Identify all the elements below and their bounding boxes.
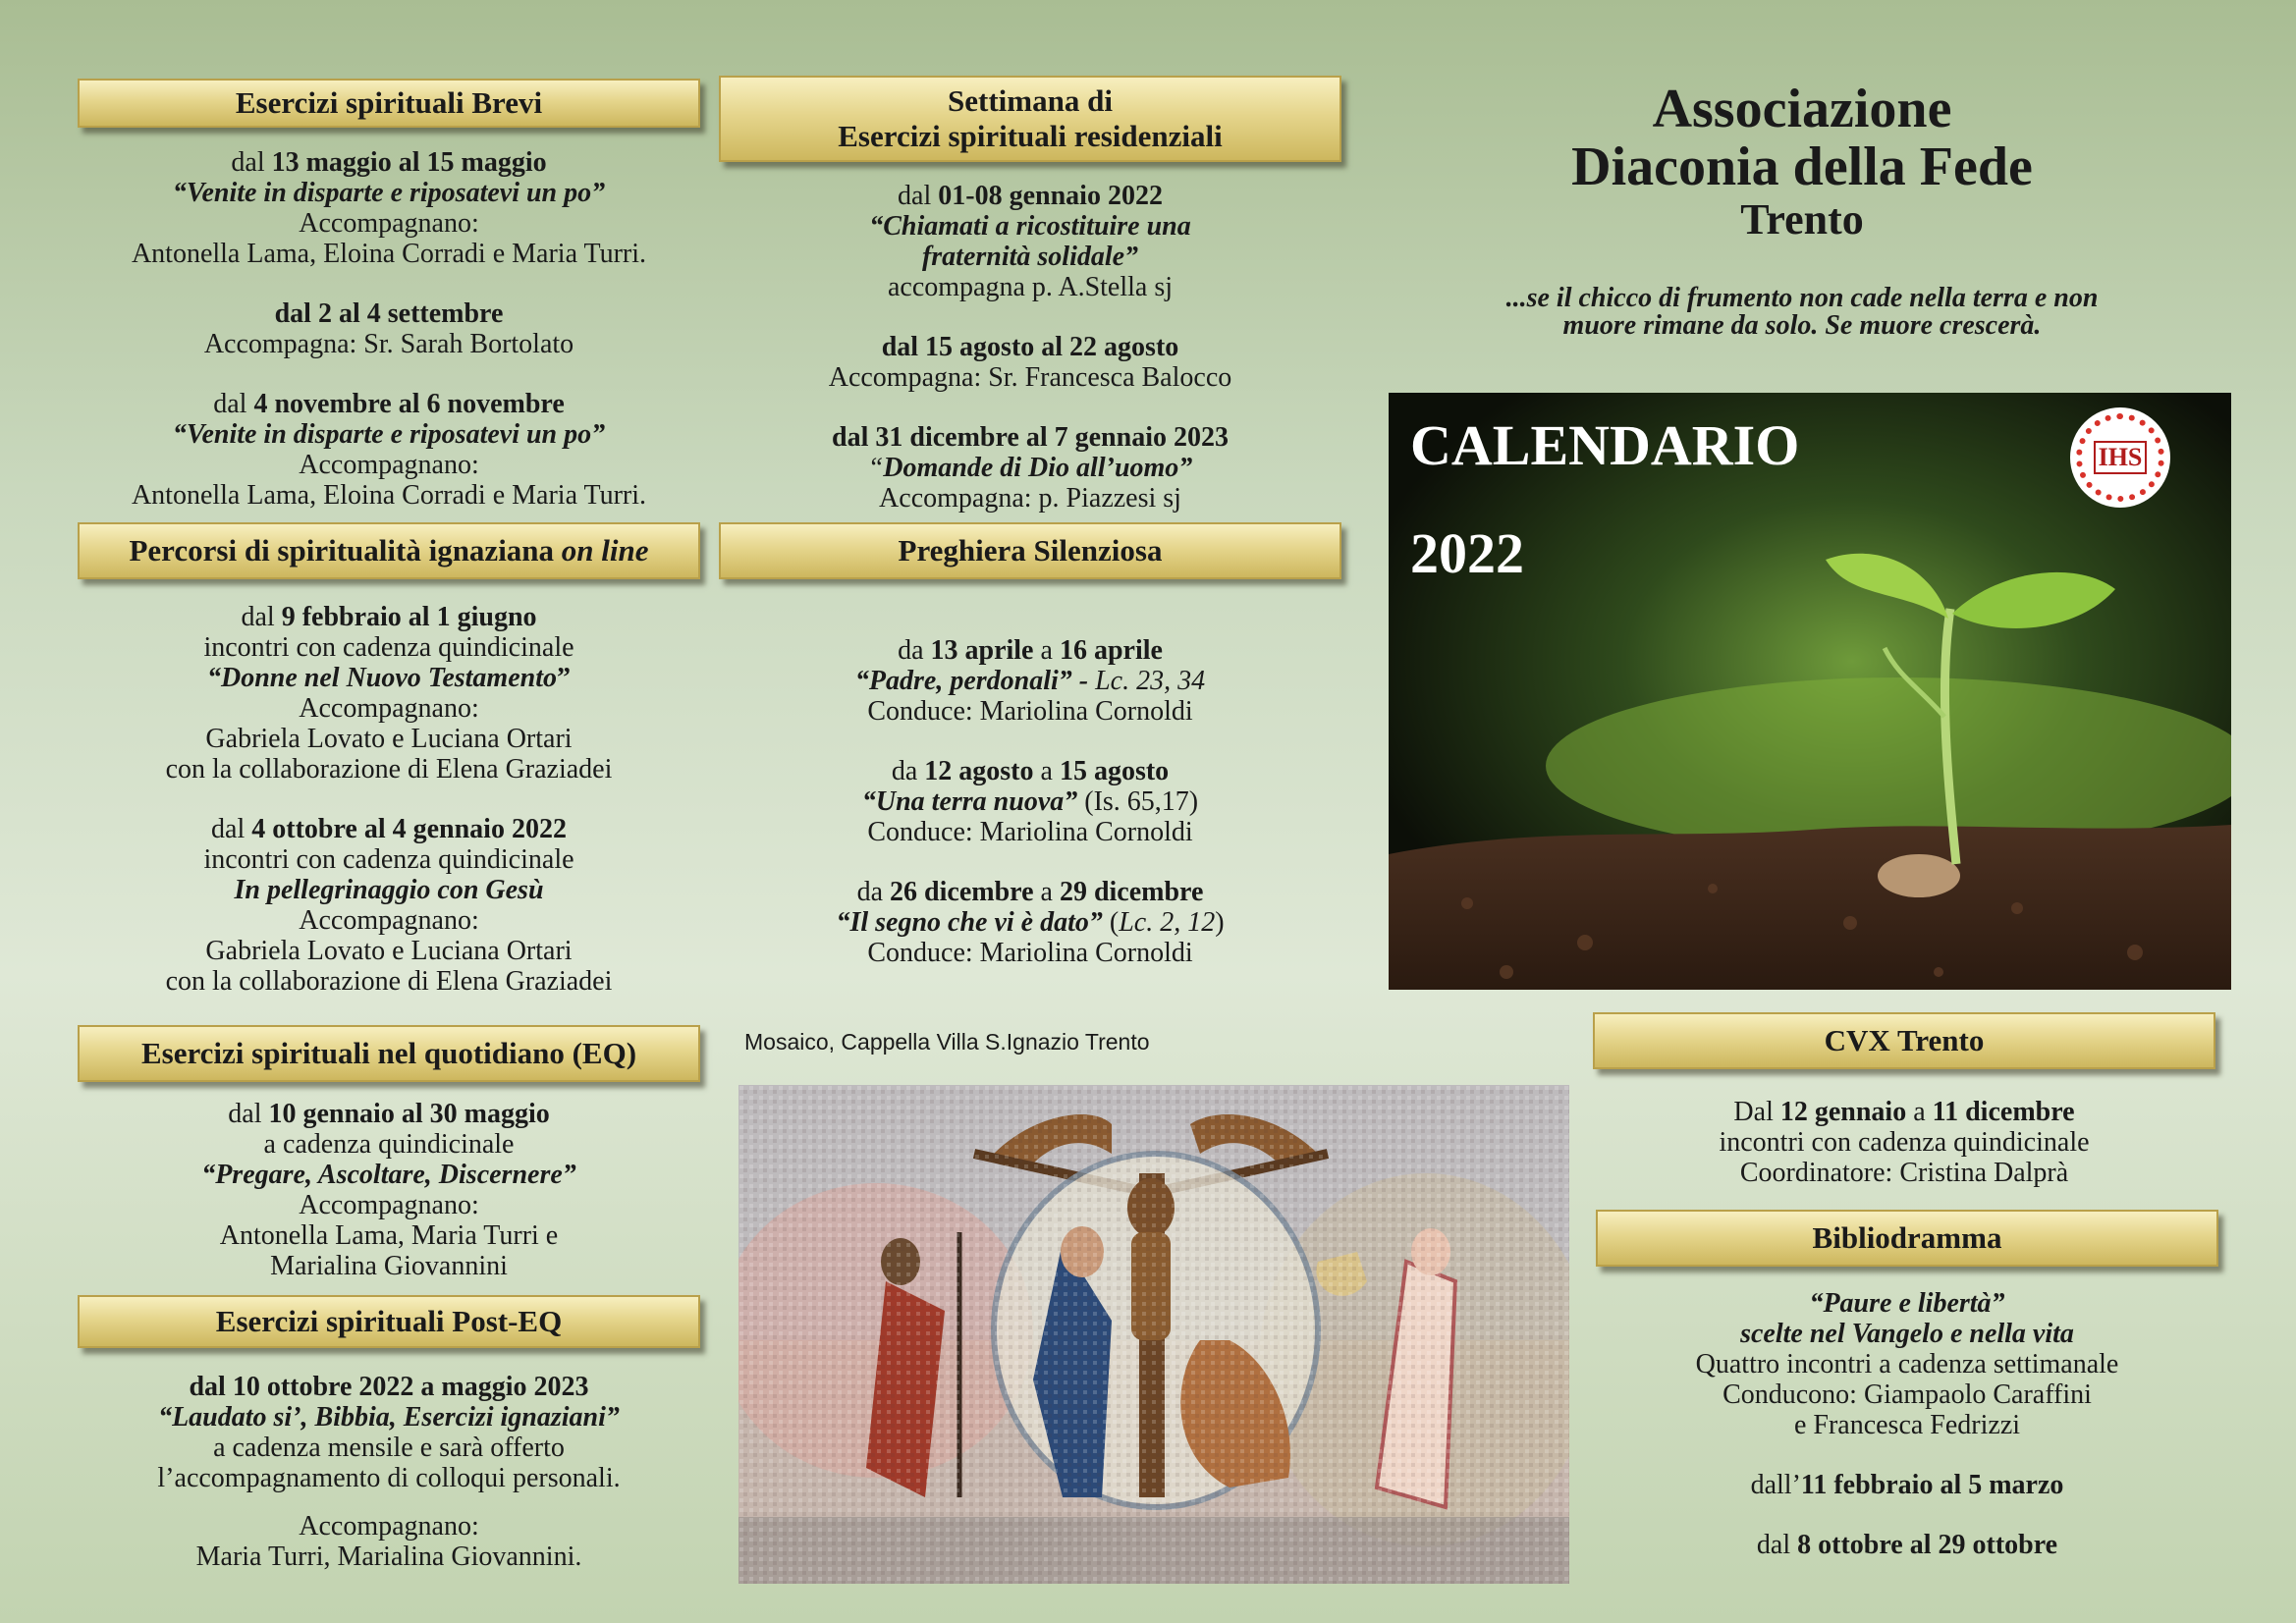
event-title: In pellegrinaggio con Gesù (234, 875, 544, 905)
date-range: 10 gennaio al 30 maggio (268, 1099, 550, 1129)
event-title: “Venite in disparte e riposatevi un po” (172, 178, 606, 208)
date-prefix: dal (898, 181, 939, 211)
header-label: Esercizi spirituali Brevi (235, 85, 543, 121)
date-prefix: dal (1756, 1530, 1798, 1560)
date-range: 11 febbraio al 5 marzo (1800, 1470, 2064, 1500)
date-end: 11 dicembre (1932, 1097, 2075, 1127)
date-start: 12 agosto (924, 756, 1034, 786)
title-line-2: Diaconia della Fede (1571, 136, 2033, 197)
date-prefix: Dal (1733, 1097, 1780, 1127)
accompany-names: Gabriela Lovato e Luciana Ortari (205, 936, 573, 966)
accompany-label: Accompagnano: (299, 1511, 479, 1542)
collaboration-note: con la collaborazione di Elena Graziadei (165, 754, 613, 784)
date-prefix: da (898, 635, 931, 666)
event-frequency: incontri con cadenza quindicinale (203, 632, 574, 663)
date-range: 4 novembre al 6 novembre (253, 389, 565, 419)
event-frequency: incontri con cadenza quindicinale (203, 844, 574, 875)
date-range: 8 ottobre al 29 ottobre (1797, 1530, 2058, 1560)
date-range: dal 2 al 4 settembre (274, 298, 504, 329)
accompany-names: Antonella Lama, Eloina Corradi e Maria Turri. (131, 480, 647, 511)
accompany-names: Antonella Lama, Maria Turri e (219, 1220, 559, 1251)
event-title: “Chiamati a ricostituire una (869, 211, 1191, 242)
conductor: Conduce: Mariolina Cornoldi (867, 696, 1193, 727)
mosaic-caption: Mosaico, Cappella Villa S.Ignazio Trento (744, 1029, 1150, 1055)
date-connector: a (1033, 877, 1060, 907)
event-title: “Venite in disparte e riposatevi un po” (172, 419, 606, 450)
event-frequency: a cadenza quindicinale (263, 1129, 515, 1160)
conductor: Conduce: Mariolina Cornoldi (867, 938, 1193, 968)
section-eq (59, 1099, 719, 1281)
event-frequency: Quattro incontri a cadenza settimanale (1695, 1349, 2119, 1380)
header-preghiera (719, 522, 1341, 579)
coordinator: Coordinatore: Cristina Dalprà (1739, 1158, 2069, 1188)
section-post-eq (59, 1372, 719, 1572)
header-label: Bibliodramma (1812, 1220, 2002, 1256)
accompany-names: Marialina Giovannini (270, 1251, 508, 1281)
date-prefix: da (856, 877, 891, 907)
header-label: Settimana di (948, 83, 1113, 119)
event-title: “Paure e libertà” (1809, 1288, 2005, 1319)
date-start: 26 dicembre (890, 877, 1034, 907)
accompany-label: Accompagnano: (299, 905, 479, 936)
scripture-ref: Lc. 2, 12 (1119, 907, 1216, 938)
event-title: “Donne nel Nuovo Testamento (207, 663, 557, 693)
header-label: CVX Trento (1824, 1023, 1985, 1058)
date-start: 12 gennaio (1779, 1097, 1907, 1127)
quote-line-1: ...se il chicco di frumento non cade nella terra e non (1505, 283, 2099, 313)
header-label: Esercizi spirituali residenziali (838, 119, 1223, 153)
date-prefix: dal (211, 814, 252, 844)
event-title: “Pregare, Ascoltare, Discernere” (201, 1160, 576, 1190)
header-settimana (719, 76, 1341, 162)
ihs-logo (2070, 407, 2170, 508)
header-eq (78, 1025, 700, 1082)
event-title: “Una terra nuova” (861, 786, 1078, 817)
accompany-label: Accompagnano: (299, 208, 479, 239)
accompany-names: Antonella Lama, Eloina Corradi e Maria Turri. (131, 239, 647, 269)
header-esercizi-brevi (78, 79, 700, 128)
date-end: 15 agosto (1059, 756, 1170, 786)
section-percorsi (59, 602, 719, 997)
quote (1414, 285, 2190, 340)
section-cvx (1593, 1097, 2215, 1188)
header-percorsi (78, 522, 700, 579)
mosaic-illustration (738, 1085, 1569, 1584)
header-cvx (1593, 1012, 2215, 1069)
accompany-label: Accompagnano: (299, 1190, 479, 1220)
date-range: dal 15 agosto al 22 agosto (881, 332, 1179, 362)
event-title: “Il segno che vi è dato” (836, 907, 1103, 938)
title-line-1: Associazione (1652, 79, 1952, 139)
date-prefix: dal (241, 602, 282, 632)
date-range: dal 10 ottobre 2022 a maggio 2023 (189, 1372, 589, 1402)
quote-mark: “ (867, 453, 884, 483)
quote-mark: ” (557, 663, 571, 693)
date-connector: a (1906, 1097, 1933, 1127)
date-range: 4 ottobre al 4 gennaio 2022 (251, 814, 567, 844)
event-title: Domande di Dio all’uomo” (883, 453, 1193, 483)
date-prefix: dall’ (1750, 1470, 1801, 1500)
ihs-monogram: IHS (2094, 441, 2148, 474)
header-bibliodramma (1596, 1210, 2218, 1267)
header-label-italic: on line (561, 533, 649, 568)
mosaic-image (738, 1085, 1569, 1584)
accompany-names: Maria Turri, Marialina Giovannini. (195, 1542, 582, 1572)
event-frequency: a cadenza mensile e sarà offerto (213, 1433, 565, 1463)
date-start: 13 aprile (930, 635, 1034, 666)
date-end: 16 aprile (1059, 635, 1163, 666)
section-preghiera (719, 635, 1341, 968)
date-range: 01-08 gennaio 2022 (938, 181, 1163, 211)
accompany-label: Accompagnano: (299, 693, 479, 724)
date-prefix: da (891, 756, 925, 786)
event-title: “Padre, perdonali” - (854, 666, 1089, 696)
scripture-ref-open: ( (1102, 907, 1120, 938)
header-label: Percorsi di spiritualità ignaziana (129, 533, 555, 568)
date-connector: a (1033, 635, 1060, 666)
accompany-label: accompagna p. A.Stella sj (887, 272, 1174, 302)
section-settimana (719, 181, 1341, 514)
association-title (1414, 81, 2190, 243)
event-note: l’accompagnamento di colloqui personali. (157, 1463, 621, 1493)
quote-line-2: muore rimane da solo. Se muore crescerà. (1562, 310, 2042, 341)
date-range: 9 febbraio al 1 giugno (281, 602, 537, 632)
date-prefix: dal (213, 389, 254, 419)
scripture-ref: Lc. 23, 34 (1088, 666, 1206, 696)
calendar-title: CALENDARIO (1410, 413, 1800, 477)
header-label: Esercizi spirituali nel quotidiano (EQ) (140, 1036, 637, 1071)
accompany-label: Accompagna: Sr. Francesca Balocco (828, 362, 1232, 393)
title-line-3: Trento (1740, 195, 1864, 243)
accompany-label: Accompagna: p. Piazzesi sj (879, 483, 1181, 514)
date-prefix: dal (228, 1099, 269, 1129)
date-range: dal 31 dicembre al 7 gennaio 2023 (832, 422, 1229, 453)
conductor: e Francesca Fedrizzi (1793, 1410, 2021, 1440)
accompany-names: Gabriela Lovato e Luciana Ortari (205, 724, 573, 754)
date-prefix: dal (231, 147, 272, 178)
date-range: 13 maggio al 15 maggio (271, 147, 547, 178)
scripture-ref: (Is. 65,17) (1077, 786, 1199, 817)
header-label: Preghiera Silenziosa (898, 533, 1163, 568)
header-label: Esercizi spirituali Post-EQ (215, 1304, 563, 1339)
header-post-eq (78, 1295, 700, 1348)
scripture-ref-close: ) (1215, 907, 1225, 938)
collaboration-note: con la collaborazione di Elena Graziadei (165, 966, 613, 997)
date-connector: a (1033, 756, 1060, 786)
event-subtitle: scelte nel Vangelo e nella vita (1740, 1319, 2074, 1349)
seedling-photo (1389, 393, 2231, 990)
calendar-year: 2022 (1410, 521, 1524, 585)
event-title: “Laudato si’, Bibbia, Esercizi ignaziani” (158, 1402, 620, 1433)
accompany-label: Accompagnano: (299, 450, 479, 480)
conductor: Conducono: Giampaolo Caraffini (1722, 1380, 2092, 1410)
accompany-label: Accompagna: Sr. Sarah Bortolato (203, 329, 574, 359)
event-frequency: incontri con cadenza quindicinale (1719, 1127, 2090, 1158)
conductor: Conduce: Mariolina Cornoldi (867, 817, 1193, 847)
event-title: fraternità solidale” (921, 242, 1139, 272)
date-end: 29 dicembre (1059, 877, 1204, 907)
section-bibliodramma (1596, 1288, 2218, 1560)
section-esercizi-brevi (59, 147, 719, 511)
